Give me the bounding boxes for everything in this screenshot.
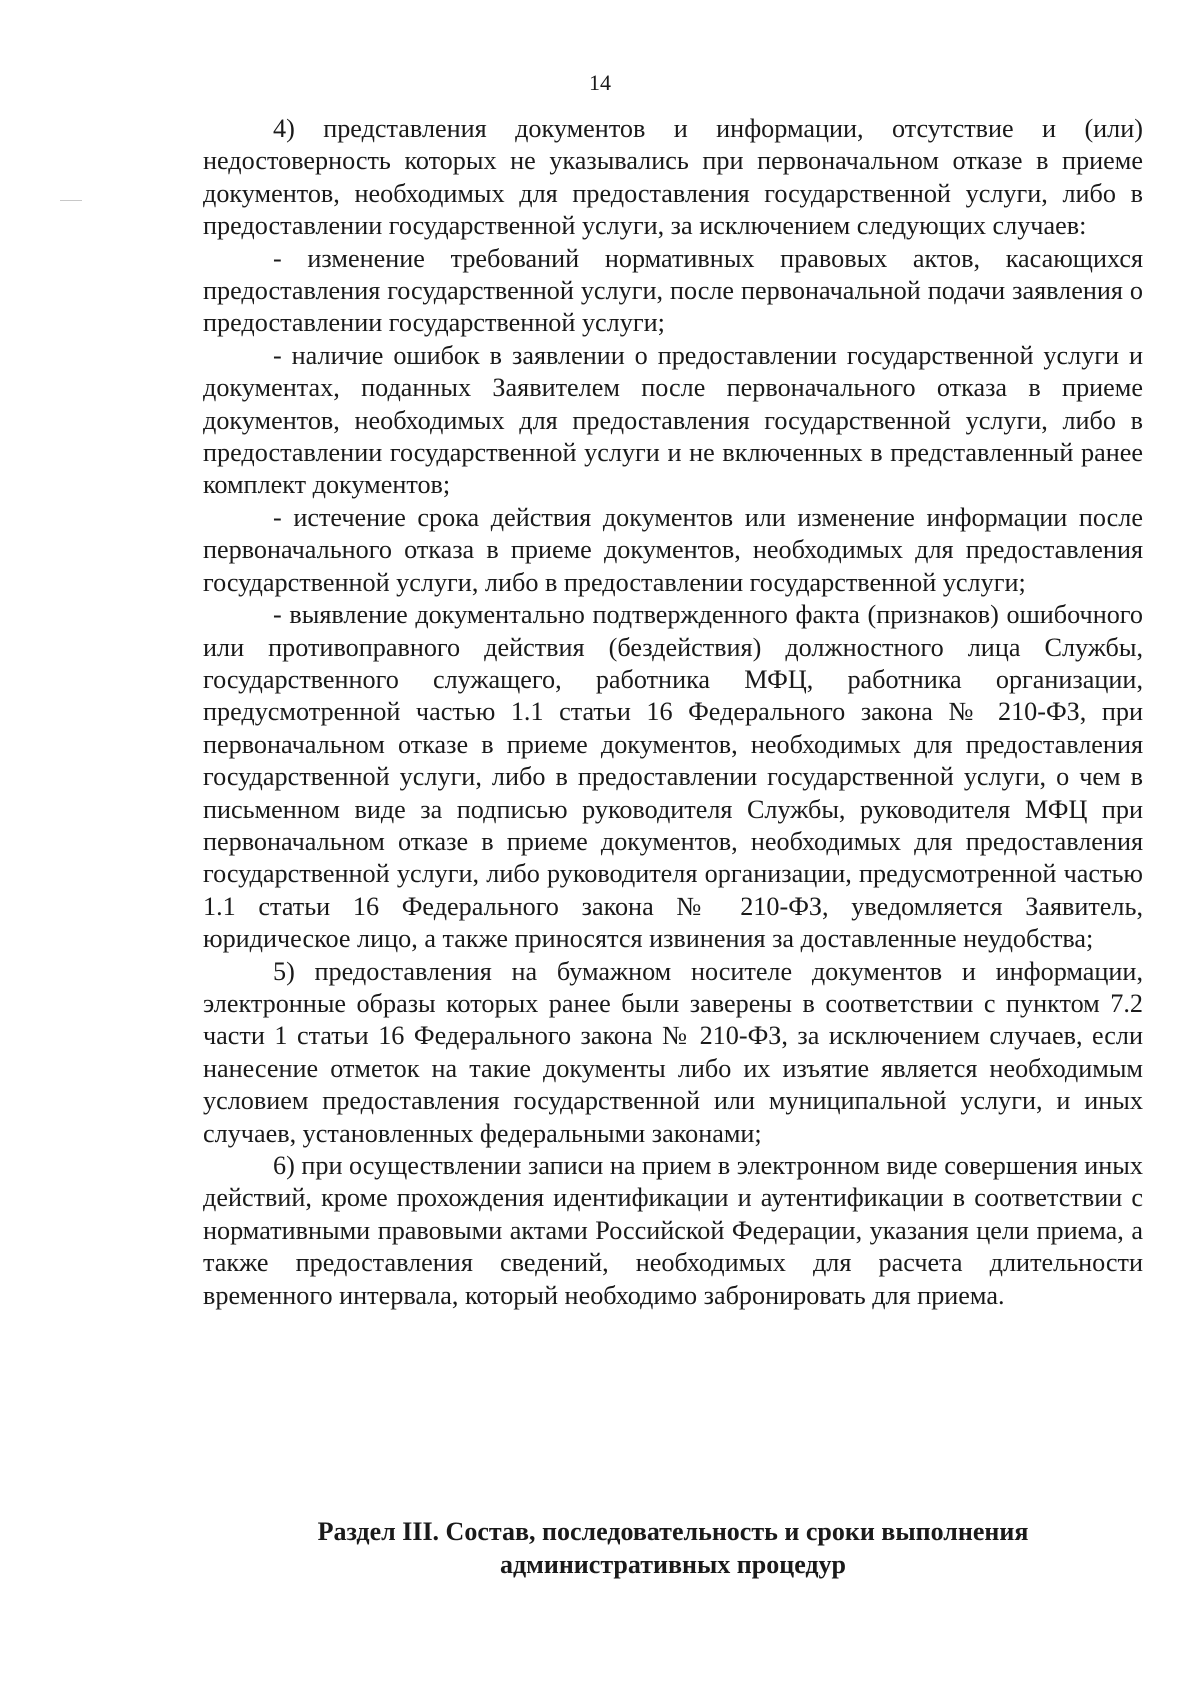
section-heading-line-1: Раздел III. Состав, последовательность и сроки выполнения bbox=[317, 1517, 1029, 1546]
page-number: 14 bbox=[589, 70, 611, 95]
paragraph-item-6: 6) при осуществлении записи на прием в электронном виде совершения иных действий, кроме прохождения идентификации и аутентификации в соответствии с нормативными правовыми актами Российской Федерации, указания цели приема, а также предоставления сведений, необходимых для расчета длительности временного интервала, который необходимо забронировать для приема. bbox=[203, 1151, 1143, 1310]
document-body bbox=[203, 113, 1143, 1312]
paragraph-erroneous-action: - выявление документально подтвержденного факта (признаков) ошибочного или противоправного действия (бездействия) должностного лица Службы, государственного служащего, работника МФЦ, работника организации, предусмотренной частью 1.1 статьи 16 Федерального закона № 210-ФЗ, при первоначальном отказе в приеме документов, необходимых для предоставления государственной услуги, либо в предоставлении государственной услуги, о чем в письменном виде за подписью руководителя Службы, руководителя МФЦ при первоначальном отказе в приеме документов, необходимых для предоставления государственной услуги, либо руководителя организации, предусмотренной частью 1.1 статьи 16 Федерального закона № 210-ФЗ, уведомляется Заявитель, юридическое лицо, а также приносятся извинения за доставленные неудобства; bbox=[203, 600, 1143, 954]
paragraph-item-5: 5) предоставления на бумажном носителе документов и информации, электронные образы которых ранее были заверены в соответствии с пунктом 7.2 части 1 статьи 16 Федерального закона № 210-ФЗ, за исключением случаев, если нанесение отметок на такие документы либо их изъятие является необходимым условием предоставления государственной или муниципальной услуги, и иных случаев, установленных федеральными законами; bbox=[203, 956, 1143, 1148]
paragraph-errors-in-application: - наличие ошибок в заявлении о предоставлении государственной услуги и документах, поданных Заявителем после первоначального отказа в приеме документов, необходимых для предоставления государственной услуги, либо в предоставлении государственной услуги и не включенных в представленный ранее комплект документов; bbox=[203, 340, 1143, 500]
paragraph-item-4: 4) представления документов и информации, отсутствие и (или) недостоверность которых не указывались при первоначальном отказе в приеме документов, необходимых для предоставления государственной услуги, либо в предоставлении государственной услуги, за исключением следующих случаев: bbox=[203, 114, 1143, 241]
section-heading bbox=[203, 1515, 1143, 1581]
scan-mark bbox=[60, 200, 82, 201]
paragraph-expiry-of-documents: - истечение срока действия документов или изменение информации после первоначального отказа в приеме документов, необходимых для предоставления государственной услуги, либо в предоставлении государственной услуги; bbox=[203, 502, 1143, 597]
section-heading-line-2: административных процедур bbox=[499, 1550, 847, 1579]
paragraph-change-of-requirements: - изменение требований нормативных правовых актов, касающихся предоставления государственной услуги, после первоначальной подачи заявления о предоставлении государственной услуги; bbox=[203, 243, 1143, 338]
